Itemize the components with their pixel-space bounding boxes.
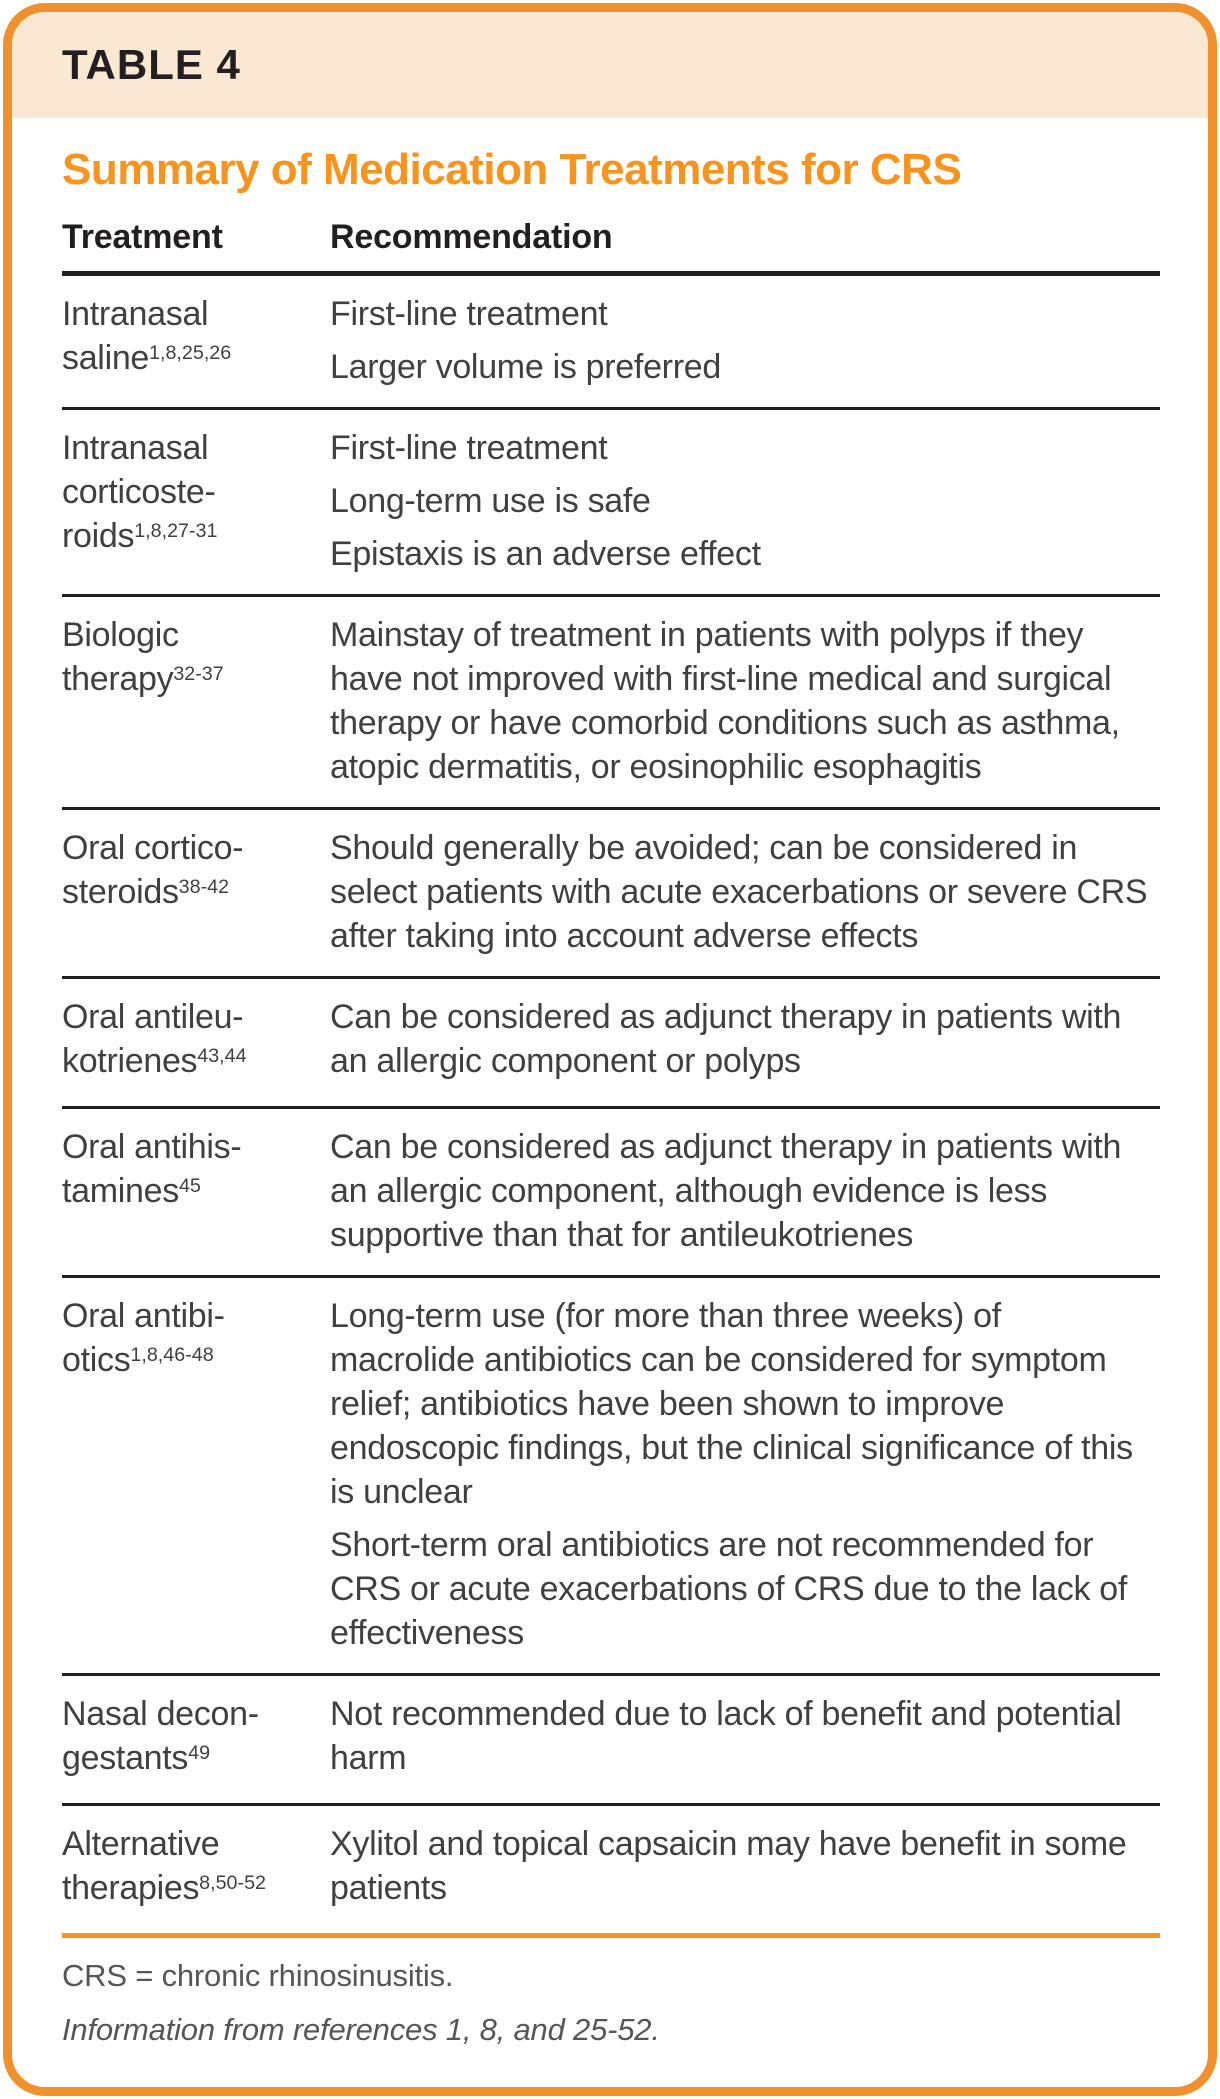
reference-superscript: 43,44	[197, 1045, 247, 1068]
reference-superscript: 8,50-52	[199, 1872, 266, 1895]
reference-superscript: 1,8,25,26	[149, 342, 232, 365]
table-row	[62, 596, 1160, 809]
treatment-line: Oral antibi-	[62, 1297, 225, 1335]
treatment-line: gestants$^{49}$	[62, 1739, 211, 1777]
treatment-line: tamines$^{45}$	[62, 1172, 201, 1210]
reference-superscript: 1,8,27-31	[134, 520, 218, 543]
treatment-line: therapy$^{32-37}$	[62, 660, 224, 698]
treatment-line: roids$^{1,8,27-31}$	[62, 517, 218, 555]
table-row	[62, 809, 1160, 978]
recommendation-cell	[330, 409, 1160, 596]
treatment-cell	[62, 978, 330, 1108]
treatment-line: Alternative	[62, 1825, 220, 1863]
treatment-line: kotrienes$^{43,44}$	[62, 1042, 247, 1080]
recommendation-cell	[330, 978, 1160, 1108]
treatment-line: Oral antileu-	[62, 998, 244, 1036]
recommendation-cell	[330, 809, 1160, 978]
treatment-cell	[62, 1277, 330, 1675]
table-row	[62, 978, 1160, 1108]
treatment-line: otics$^{1,8,46-48}$	[62, 1341, 214, 1379]
column-header-recommendation: Recommendation	[330, 208, 1160, 274]
reference-superscript: 1,8,46-48	[130, 1344, 214, 1367]
recommendation-paragraph: Mainstay of treatment in patients with polyps if they have not improved with first-line medical and surgical therapy or have comorbid conditions such as asthma, atopic dermatitis, or eosinophilic esophagitis	[330, 616, 1120, 786]
reference-superscript: 49	[188, 1742, 211, 1765]
treatment-line: steroids$^{38-42}$	[62, 873, 230, 911]
column-header-treatment: Treatment	[62, 208, 330, 274]
recommendation-paragraph: Not recommended due to lack of benefit and potential harm	[330, 1695, 1122, 1777]
recommendation-paragraph: Short-term oral antibiotics are not recommended for CRS or acute exacerbations of CRS due to the lack of effectiveness	[330, 1526, 1128, 1652]
recommendation-paragraph: Should generally be avoided; can be considered in select patients with acute exacerbations or severe CRS after taking into account adverse effects	[330, 829, 1148, 955]
recommendation-paragraph: Can be considered as adjunct therapy in patients with an allergic component or polyps	[330, 998, 1122, 1080]
recommendation-paragraph: First-line treatment	[330, 429, 608, 467]
recommendation-paragraph: Can be considered as adjunct therapy in patients with an allergic component, although evidence is less supportive than that for antileukotrienes	[330, 1128, 1122, 1254]
table-row	[62, 1277, 1160, 1675]
recommendation-paragraph: Long-term use (for more than three weeks) of macrolide antibiotics can be considered for symptom relief; antibiotics have been shown to improve endoscopic findings, but the clinical significance of this is unclear	[330, 1297, 1133, 1511]
treatment-cell	[62, 1675, 330, 1805]
table-number-label: TABLE 4	[62, 41, 241, 88]
recommendation-paragraph: Long-term use is safe	[330, 482, 651, 520]
treatment-cell	[62, 1108, 330, 1277]
medication-table	[62, 208, 1160, 1938]
table-content	[12, 146, 1208, 2052]
header-row	[62, 208, 1160, 274]
treatment-line: corticoste-	[62, 473, 216, 511]
table-footnotes	[62, 1954, 1160, 2052]
reference-superscript: 38-42	[178, 876, 230, 899]
treatment-line: therapies$^{8,50-52}$	[62, 1869, 266, 1907]
treatment-line: Intranasal	[62, 295, 209, 333]
source-note: Information from references 1, 8, and 25-52.	[62, 2012, 660, 2047]
table-head	[62, 208, 1160, 274]
table-body	[62, 274, 1160, 1936]
treatment-cell	[62, 409, 330, 596]
table-row	[62, 409, 1160, 596]
reference-superscript: 32-37	[173, 663, 224, 686]
table-title: Summary of Medication Treatments for CRS	[62, 145, 962, 194]
reference-superscript: 45	[178, 1175, 201, 1198]
treatment-line: Biologic	[62, 616, 179, 654]
table-row	[62, 274, 1160, 409]
recommendation-cell	[330, 1805, 1160, 1936]
table-4-card	[3, 3, 1217, 2096]
table-row	[62, 1805, 1160, 1936]
recommendation-cell	[330, 596, 1160, 809]
treatment-line: saline$^{1,8,25,26}$	[62, 339, 232, 377]
recommendation-paragraph: Larger volume is preferred	[330, 348, 721, 386]
table-row	[62, 1675, 1160, 1805]
recommendation-cell	[330, 274, 1160, 409]
recommendation-cell	[330, 1277, 1160, 1675]
table-row	[62, 1108, 1160, 1277]
treatment-line: Oral cortico-	[62, 829, 244, 867]
recommendation-paragraph: Epistaxis is an adverse effect	[330, 535, 761, 573]
table-header-band	[12, 12, 1208, 118]
treatment-cell	[62, 596, 330, 809]
recommendation-cell	[330, 1108, 1160, 1277]
treatment-line: Nasal decon-	[62, 1695, 259, 1733]
recommendation-paragraph: First-line treatment	[330, 295, 608, 333]
treatment-line: Oral antihis-	[62, 1128, 242, 1166]
abbreviation-note: CRS = chronic rhinosinusitis.	[62, 1958, 454, 1993]
treatment-cell	[62, 809, 330, 978]
treatment-line: Intranasal	[62, 429, 209, 467]
recommendation-paragraph: Xylitol and topical capsaicin may have benefit in some patients	[330, 1825, 1127, 1907]
recommendation-cell	[330, 1675, 1160, 1805]
treatment-cell	[62, 1805, 330, 1936]
treatment-cell	[62, 274, 330, 409]
